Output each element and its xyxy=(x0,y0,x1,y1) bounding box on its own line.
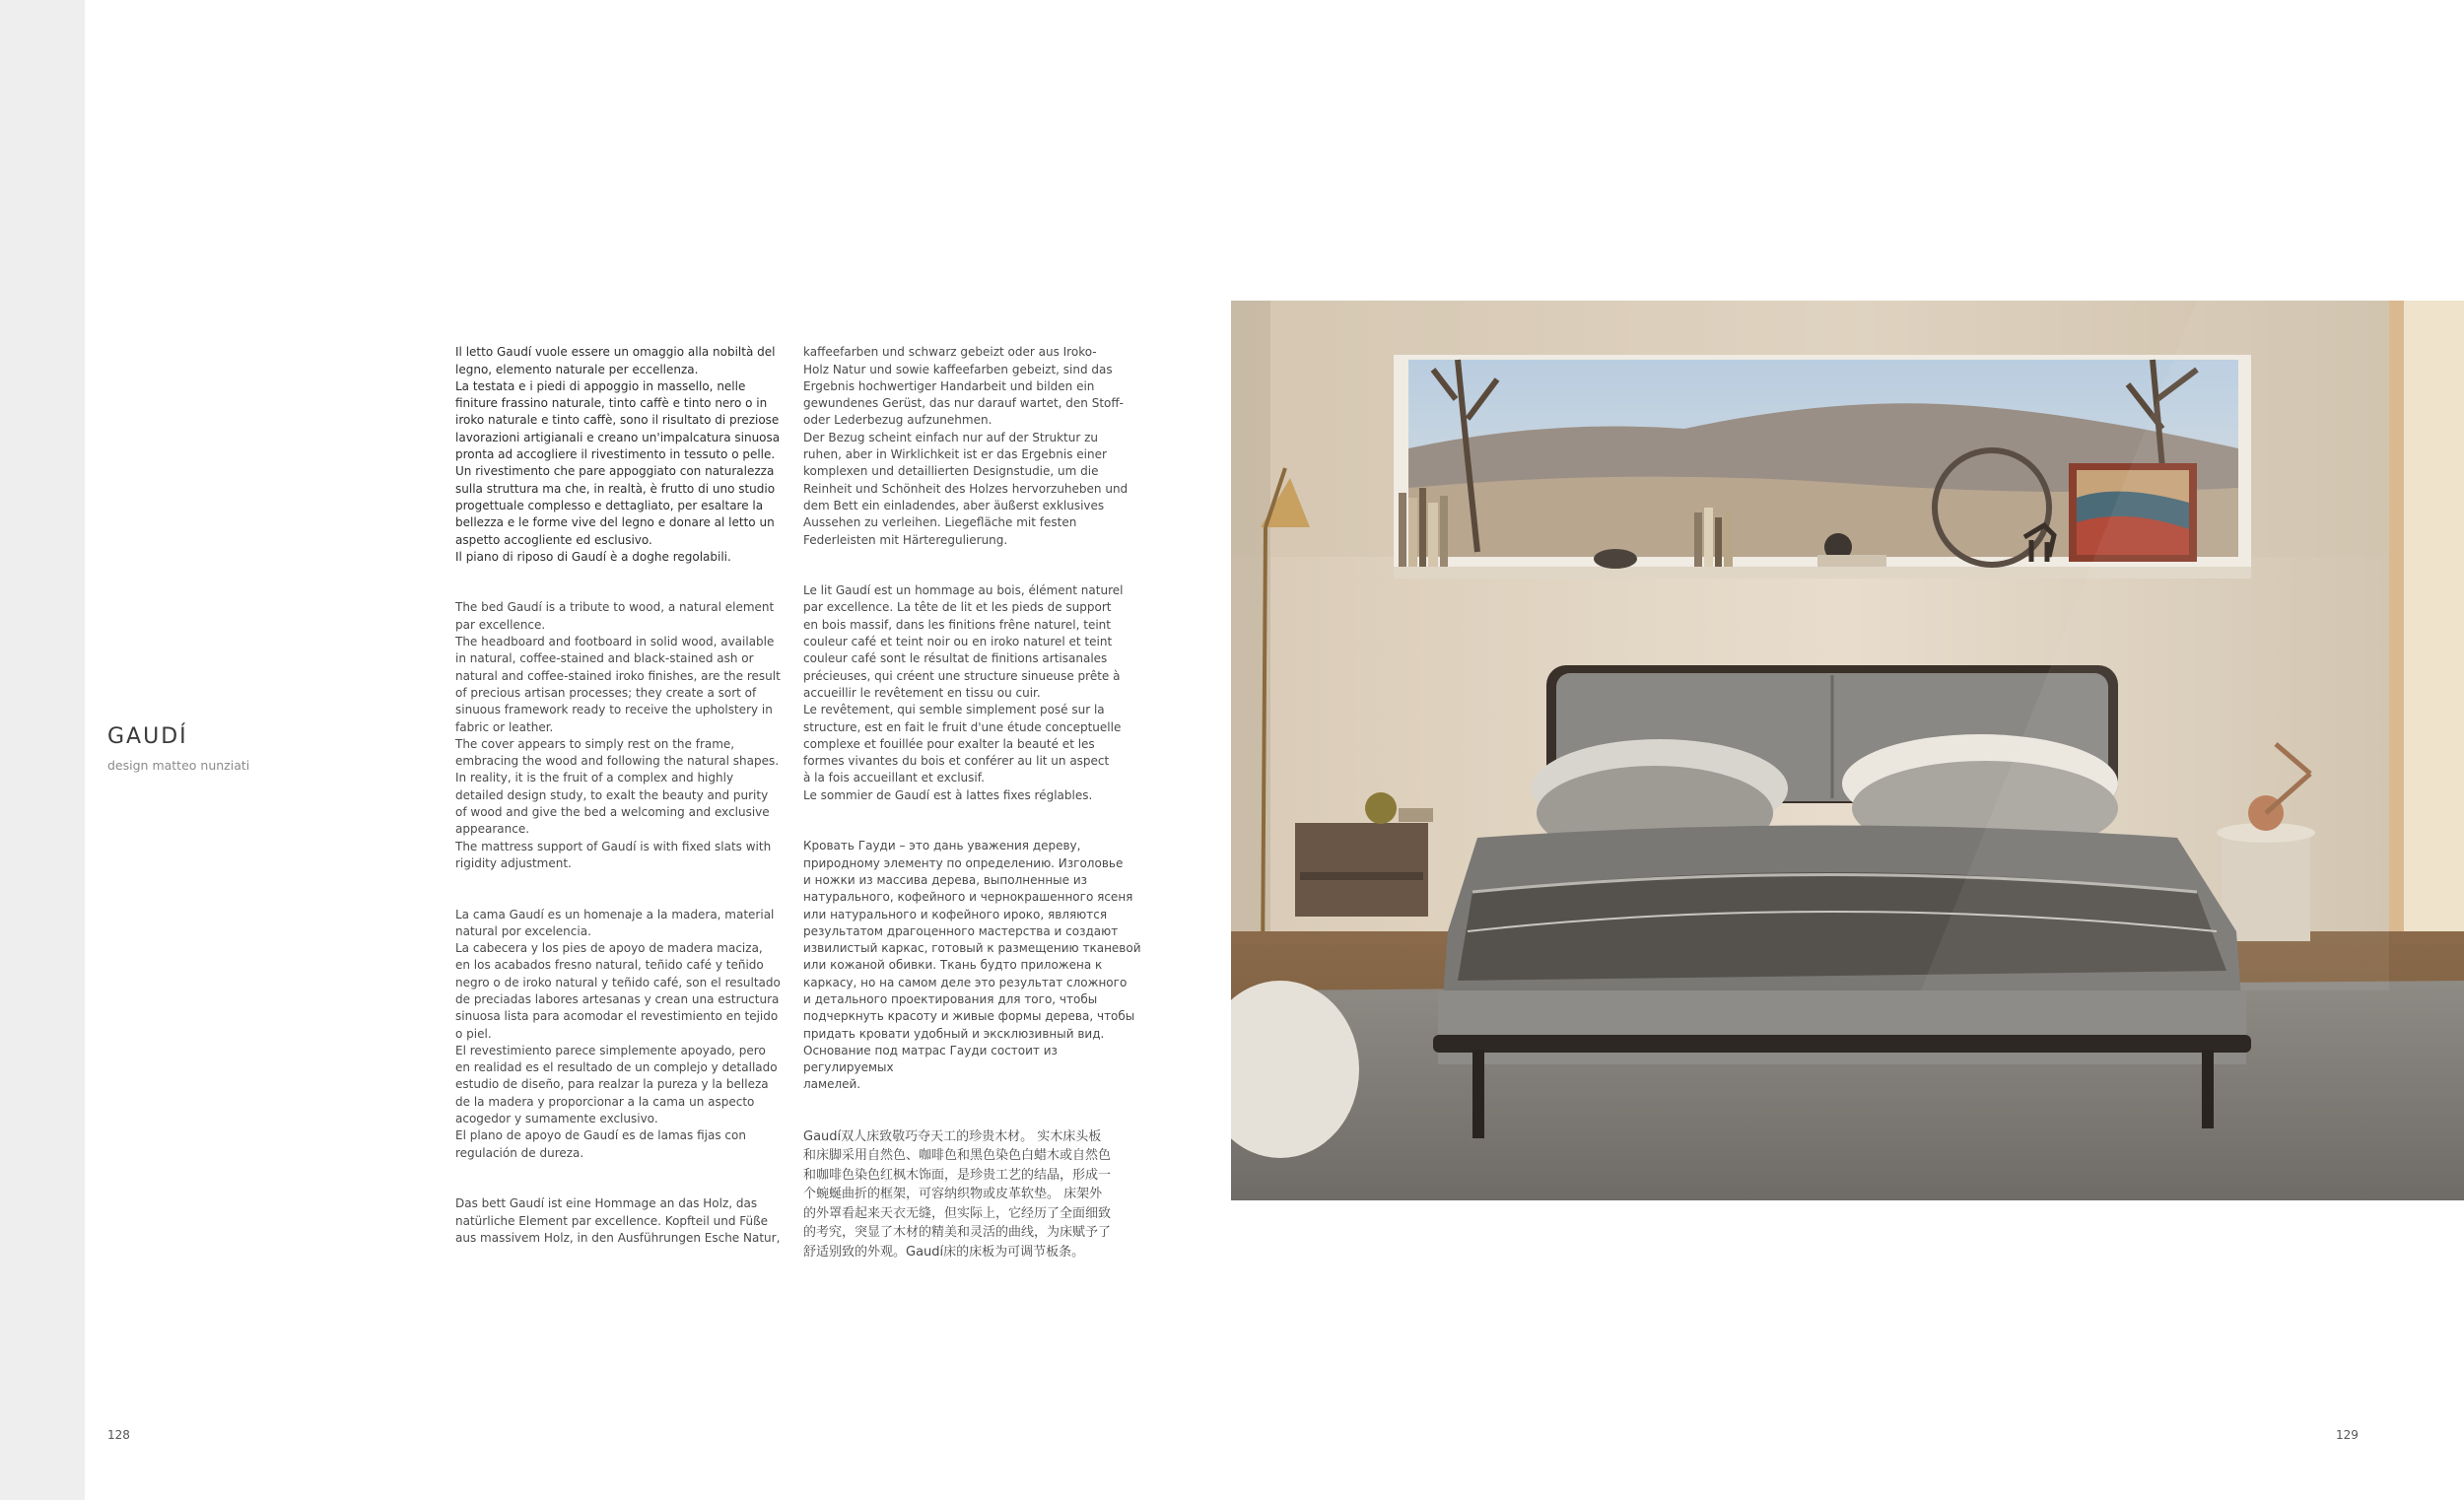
bedroom-photo xyxy=(1231,301,2464,1200)
text-column-2 xyxy=(803,327,1143,1295)
description-english: The bed Gaudí is a tribute to wood, a natural element par excellence. The headboard and footboard in solid wood, available in natural, coffee-stained and black-stained ash or natural and coffee-stained iroko finishes, are the result of precious artisan processes; they create a sort of sinuous framework ready to receive the upholstery in fabric or leather. The cover appears to simply rest on the frame, embracing the wood and following the natural shapes. In reality, it is the fruit of a complex and highly detailed design study, to exalt the beauty and purity of wood and give the bed a welcoming and exclusive appearance. The mattress support of Gaudí is with fixed slats with rigidity adjustment. xyxy=(455,600,781,870)
page-number-left: 128 xyxy=(107,1428,130,1442)
page-number-right: 129 xyxy=(2336,1428,2359,1442)
description-russian: Кровать Гауди – это дань уважения дереву, природному элементу по определению. Изголовье и ножки из массива дерева, выполненные из натурального, кофейного и чернокрашенного ясеня или натурального и кофейного ироко, являются результатом драгоценного мастерства и создают извилистый каркас, готовый к размещению тканевой или кожаной обивки. Ткань будто приложена к каркасу, но на самом деле это результат сложного и детального проектирования для того, чтобы подчеркнуть красоту и живые формы дерева, чтобы придать кровати удобный и эксклюзивный вид. Основание под матрас Гауди состоит из регулируемых ламелей. xyxy=(803,839,1141,1092)
description-spanish: La cama Gaudí es un homenaje a la madera, material natural por excelencia. La cabecera y los pies de apoyo de madera maciza, en los acabados fresno natural, teñido café y teñido negro o de iroko natural y teñido café, son el resultado de preciadas labores artesanas y crean una estructura sinuosa lista para acomodar el revestimiento en tejido o piel. El revestimiento parece simplemente apoyado, pero en realidad es el resultado de un complejo y detallado estudio de diseño, para realzar la pureza y la belleza de la madera y proporcionar a la cama un aspecto acogedor y sumamente exclusivo. El plano de apoyo de Gaudí es de lamas fijas con regulación de dureza. xyxy=(455,907,781,1160)
description-italian: Il letto Gaudí vuole essere un omaggio alla nobiltà del legno, elemento naturale per eccellenza. La testata e i piedi di appoggio in massello, nelle finiture frassino naturale, tinto caffè e tinto nero o in iroko naturale e tinto caffè, sono il risultato di preziose lavorazioni artigianali e creano un'impalcatura sinuosa pronta ad accogliere il rivestimento in tessuto o pelle. Un rivestimento che pare appoggiato con naturalezza sulla struttura ma che, in realtà, è frutto di uno studio progettuale complesso e dettagliato, per esaltare la bellezza e le forme vive del legno e donare al letto un aspetto accogliente ed esclusivo. Il piano di riposo di Gaudí è a doghe regolabili. xyxy=(455,345,781,564)
description-german-start: Das bett Gaudí ist eine Hommage an das Holz, das natürliche Element par excellence. Kopfteil und Füße aus massivem Holz, in den Ausführungen Esche Natur, xyxy=(455,1196,781,1245)
description-german-cont: kaffeefarben und schwarz gebeizt oder aus Iroko- Holz Natur und sowie kaffeefarben gebeizt, sind das Ergebnis hochwertiger Handarbeit und bilden ein gewundenes Gerüst, das nur darauf wartet, den Stoff- oder Lederbezug aufzunehmen. Der Bezug scheint einfach nur auf der Struktur zu ruhen, aber in Wirklichkeit ist er das Ergebnis einer komplexen und detaillierten Designstudie, um die Reinheit und Schönheit des Holzes hervorzuheben und dem Bett ein einladendes, aber äußerst exklusives Aussehen zu verleihen. Liegefläche mit festen Federleisten mit Härteregulierung. xyxy=(803,345,1129,547)
description-french: Le lit Gaudí est un hommage au bois, élément naturel par excellence. La tête de lit et les pieds de support en bois massif, dans les finitions frêne naturel, teint couleur café et teint noir ou en iroko naturel et teint couleur café sont le résultat de finitions artisanales précieuses, qui créent une structure sinueuse prête à accueillir le revêtement en tissu ou cuir. Le revêtement, qui semble simplement posé sur la structure, est en fait le fruit d'une étude conceptuelle complexe et fouillée pour exalter la beauté et les formes vivantes du bois et conférer au lit un aspect à la fois accueillant et exclusif. Le sommier de Gaudí est à lattes fixes réglables. xyxy=(803,583,1124,802)
description-chinese: Gaudí双人床致敬巧夺天工的珍贵木材。 实木床头板 和床脚采用自然色、咖啡色和黑色染色白蜡木或自然色 和咖啡色染色红枫木饰面，是珍贵工艺的结晶，形成一 个蜿蜒曲折的框架，可容纳织物或皮革软垫。 床架外 的外罩看起来天衣无缝，但实际上，它经历了全面细致 的考究，突显了木材的精美和灵活的曲线，为床赋予了 舒适别致的外观。Gaudí床的床板为可调节板条。 xyxy=(803,1129,1112,1260)
text-column-1 xyxy=(455,327,781,1280)
page-edge-strip xyxy=(0,0,85,1500)
product-title: GAUDÍ xyxy=(107,724,188,749)
product-designer: design matteo nunziati xyxy=(107,758,250,773)
